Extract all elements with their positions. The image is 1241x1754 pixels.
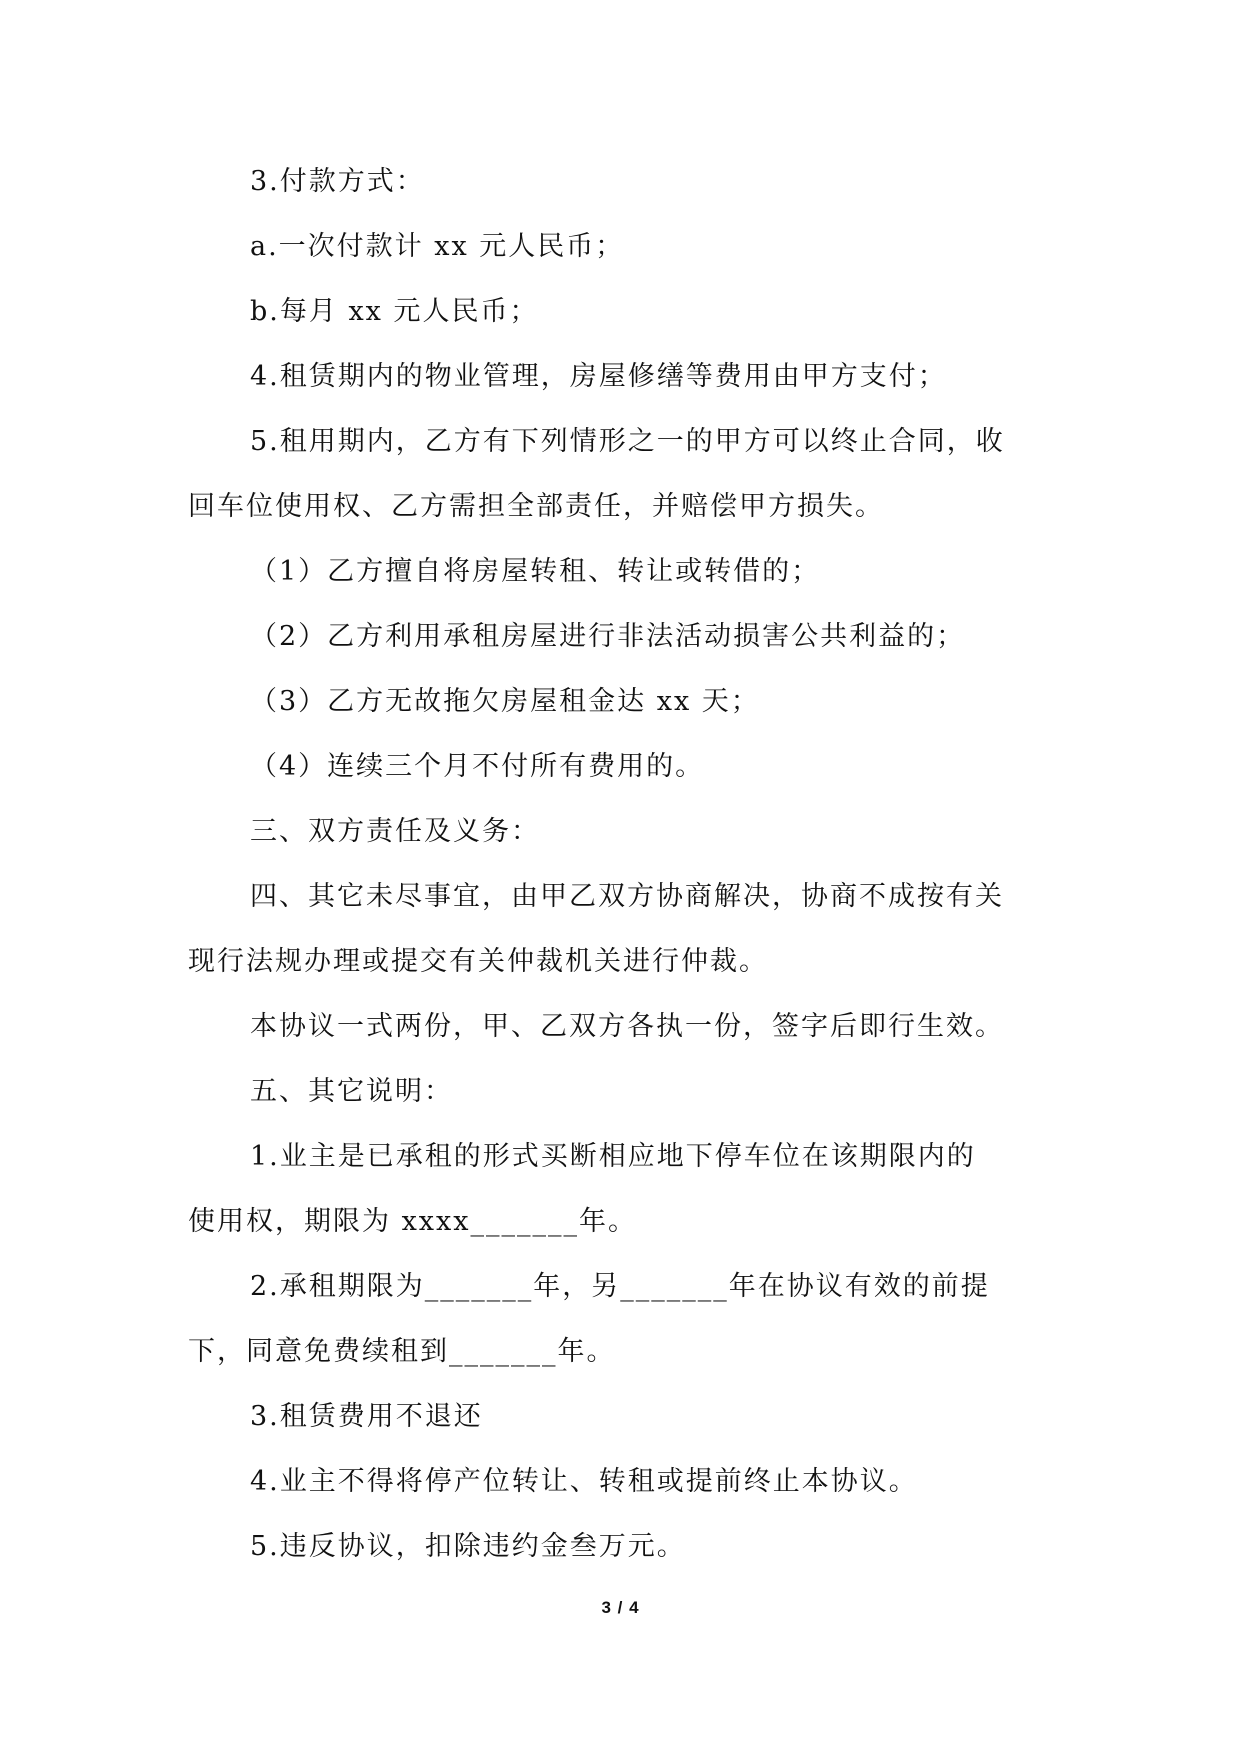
note-3: 3.租赁费用不退还 [250,1401,483,1432]
note-2-cont: 下，同意免费续租到_______年。 [188,1336,616,1367]
termination-case-3: （3）乙方无故拖欠房屋租金达 xx 天； [250,686,760,717]
termination-case-4: （4）连续三个月不付所有费用的。 [250,751,705,782]
page-number: 3 / 4 [601,1598,640,1617]
clause-5-termination-cont: 回车位使用权、乙方需担全部责任，并赔偿甲方损失。 [188,491,884,522]
payment-option-b: b.每月 xx 元人民币； [250,296,539,327]
section-3-heading: 三、双方责任及义务： [250,816,540,847]
clause-4-property-fees: 4.租赁期内的物业管理，房屋修缮等费用由甲方支付； [250,361,947,392]
note-2: 2.承租期限为_______年，另_______年在协议有效的前提 [250,1271,990,1302]
note-4: 4.业主不得将停产位转让、转租或提前终止本协议。 [250,1466,918,1497]
section-4-paragraph-cont: 现行法规办理或提交有关仲裁机关进行仲裁。 [188,946,768,977]
termination-case-2: （2）乙方利用承租房屋进行非法活动损害公共利益的； [250,621,966,652]
section-4-paragraph: 四、其它未尽事宜，由甲乙双方协商解决，协商不成按有关 [250,881,1004,912]
copies-clause: 本协议一式两份，甲、乙双方各执一份，签字后即行生效。 [250,1011,1004,1042]
clause-5-termination: 5.租用期内，乙方有下列情形之一的甲方可以终止合同，收 [250,426,1005,457]
note-5: 5.违反协议，扣除违约金叁万元。 [250,1531,686,1562]
termination-case-1: （1）乙方擅自将房屋转租、转让或转借的； [250,556,821,587]
note-1-cont: 使用权，期限为 xxxx_______年。 [188,1206,637,1237]
section-5-heading: 五、其它说明： [250,1076,453,1107]
note-1: 1.业主是已承租的形式买断相应地下停车位在该期限内的 [250,1141,976,1172]
payment-option-a: a.一次付款计 xx 元人民币； [250,231,625,262]
payment-method-heading: 3.付款方式： [250,166,425,197]
